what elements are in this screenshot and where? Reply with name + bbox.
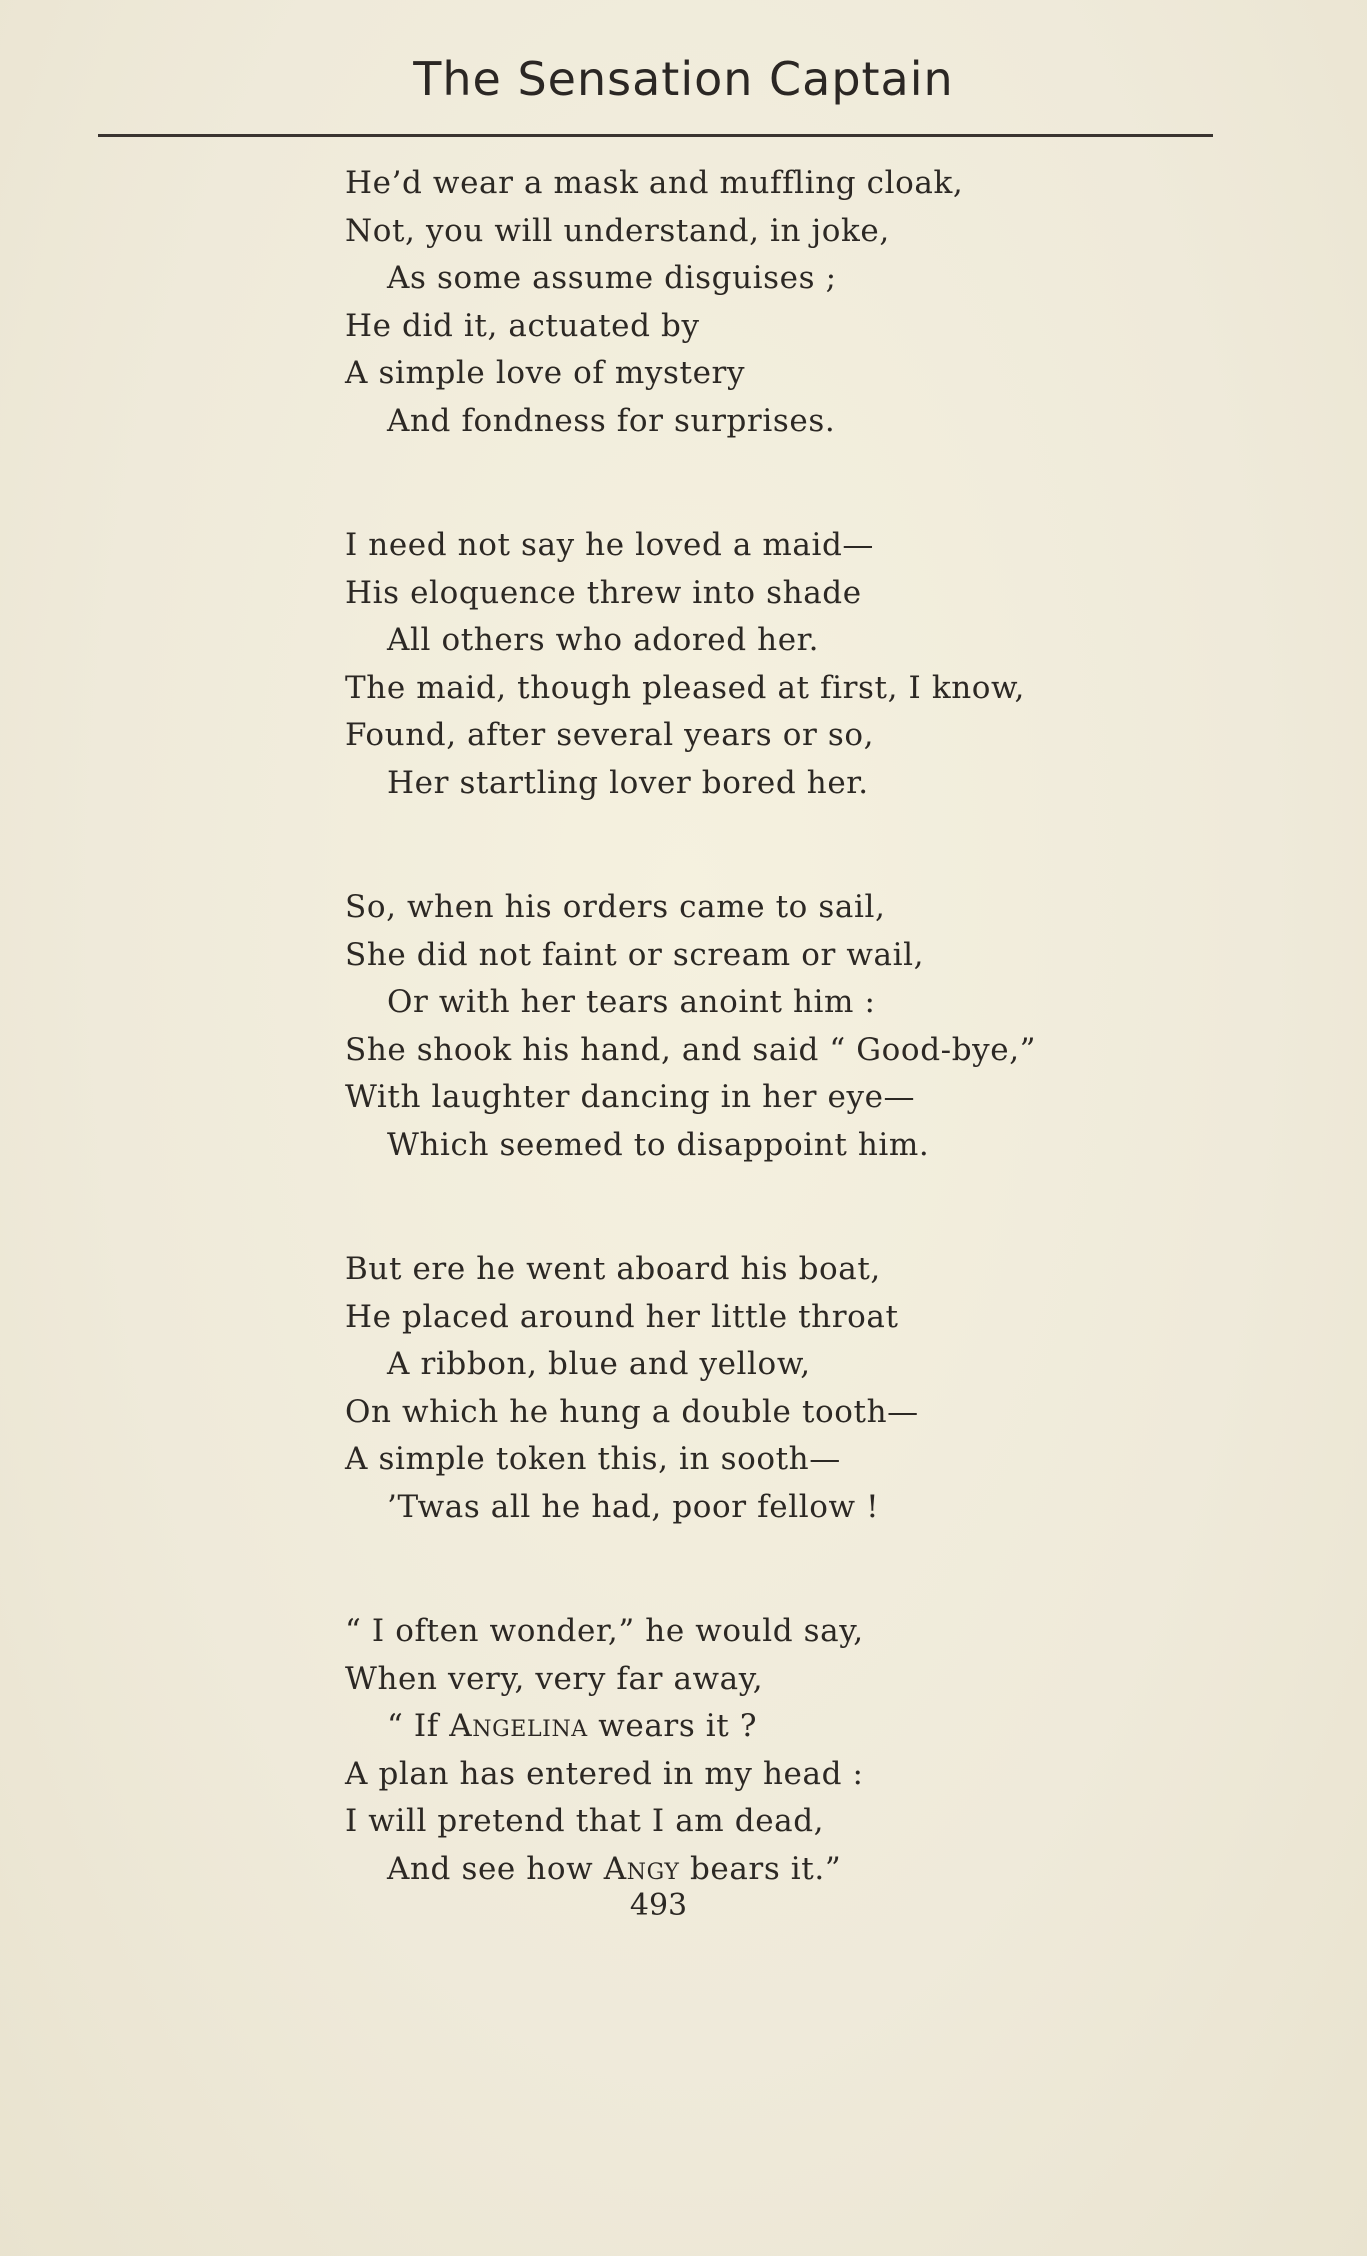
poem-line: A ribbon, blue and yellow, bbox=[387, 1346, 811, 1382]
poem-line: He’d wear a mask and muffling cloak, bbox=[345, 165, 964, 201]
stanza-1 bbox=[345, 160, 1165, 445]
name-angy: Angy bbox=[603, 1850, 680, 1887]
poem-line: He did it, actuated by bbox=[345, 307, 700, 344]
poem-line: “ I often wonder,” he would say, bbox=[345, 1613, 864, 1649]
poem-line: ’Twas all he had, poor fellow ! bbox=[387, 1488, 880, 1525]
poem-line: Not, you will understand, in joke, bbox=[345, 212, 890, 249]
poem-line-segment: And see how bbox=[387, 1850, 604, 1887]
poem-line-segment: “ If bbox=[387, 1708, 450, 1744]
poem-line: I will pretend that I am dead, bbox=[345, 1803, 825, 1839]
poem-line: All others who adored her. bbox=[387, 622, 820, 658]
poem-line: As some assume disguises ; bbox=[387, 260, 837, 296]
name-angelina: Angelina bbox=[449, 1708, 588, 1744]
running-head-title: The Sensation Captain bbox=[413, 52, 954, 106]
poem-line-segment: bears it.” bbox=[679, 1850, 842, 1887]
poem-line: Which seemed to disappoint him. bbox=[387, 1126, 930, 1163]
poem-line: So, when his orders came to sail, bbox=[345, 889, 886, 925]
poem-line bbox=[345, 1703, 1165, 1751]
page-number: 493 bbox=[629, 1888, 688, 1923]
poem-line bbox=[345, 1846, 1165, 1894]
stanza-5 bbox=[345, 1608, 1165, 1893]
poem-line: When very, very far away, bbox=[345, 1660, 764, 1697]
header-rule bbox=[98, 134, 1213, 137]
poem-line: But ere he went aboard his boat, bbox=[345, 1251, 881, 1287]
poem-line-segment: wears it ? bbox=[587, 1708, 758, 1744]
poem-line: Her startling lover bored her. bbox=[387, 764, 869, 801]
poem-line: The maid, though pleased at first, I know, bbox=[345, 669, 1025, 706]
poem-line: And fondness for surprises. bbox=[387, 402, 836, 439]
poem-line: A plan has entered in my head : bbox=[345, 1755, 864, 1792]
poem-line: A simple love of mystery bbox=[345, 355, 746, 391]
stanza-2 bbox=[345, 522, 1165, 807]
poem-line: On which he hung a double tooth— bbox=[345, 1393, 919, 1430]
poem-line: With laughter dancing in her eye— bbox=[345, 1079, 916, 1115]
poem-line: I need not say he loved a maid— bbox=[345, 527, 875, 563]
poem-line: He placed around her little throat bbox=[345, 1298, 899, 1335]
poem-line: She shook his hand, and said “ Good-bye,” bbox=[345, 1031, 1037, 1068]
poem-line: A simple token this, in sooth— bbox=[345, 1441, 841, 1477]
poem-body bbox=[345, 160, 1165, 1970]
poem-line: His eloquence threw into shade bbox=[345, 574, 862, 611]
poem-line: Or with her tears anoint him : bbox=[387, 984, 876, 1020]
stanza-4 bbox=[345, 1246, 1165, 1531]
poem-line: She did not faint or scream or wail, bbox=[345, 936, 925, 973]
poem-line: Found, after several years or so, bbox=[345, 717, 875, 753]
stanza-3 bbox=[345, 884, 1165, 1169]
